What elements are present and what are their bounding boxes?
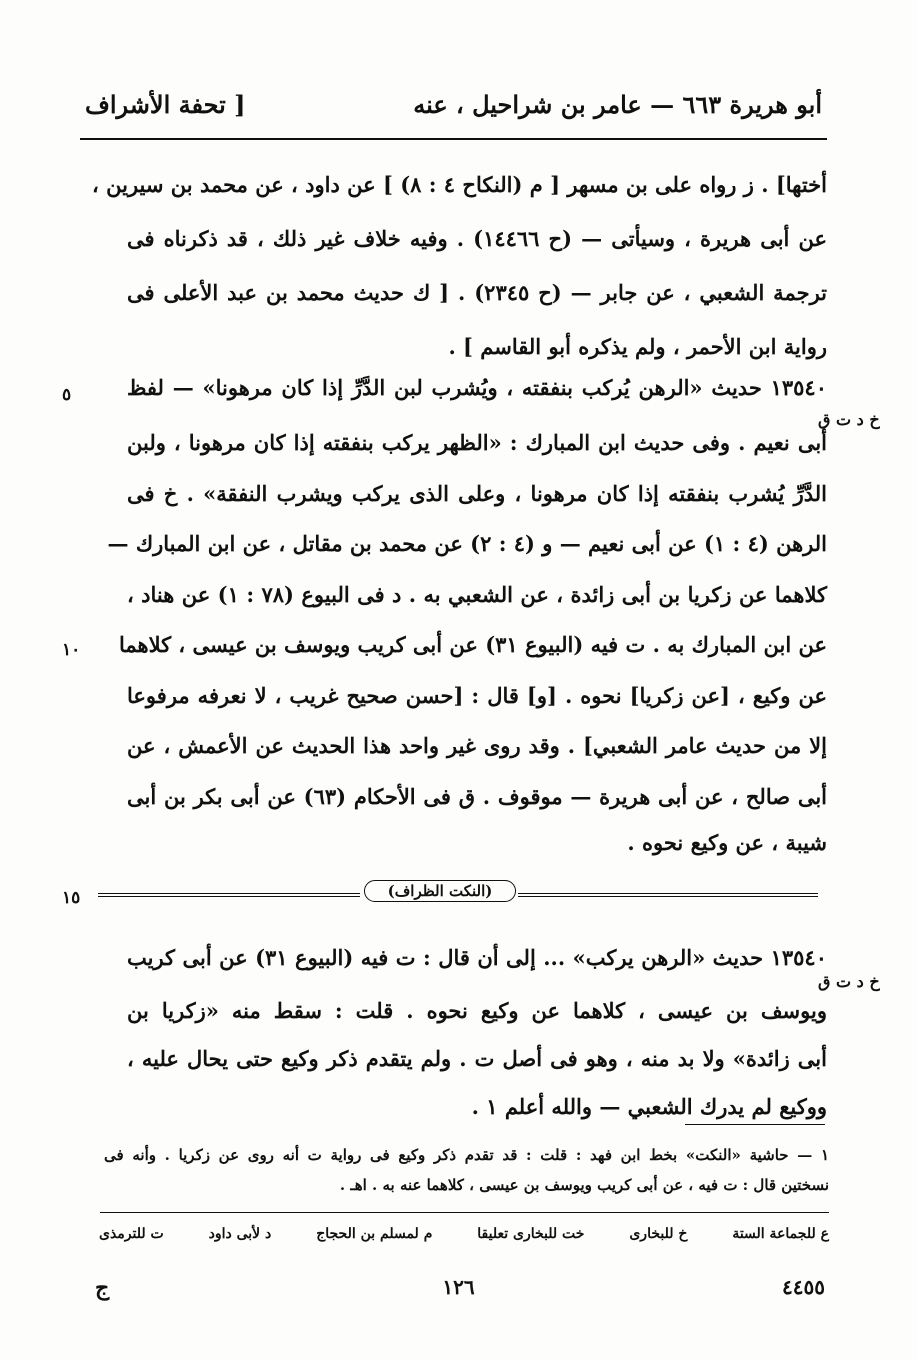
text-line: أبى نعيم . وفى حديث ابن المبارك : «الظهر يركب بنفقته إذا كان مرهونا ، ولبن (127, 430, 827, 455)
nukat-line: ويوسف بن عيسى ، كلاهما عن وكيع نحوه . قلت : سقط منه «زكريا بن (127, 998, 827, 1023)
divider-rule-right (518, 893, 818, 897)
header-rule (80, 138, 827, 140)
footnote-line: نسختين قال : ت فيه ، عن أبى كريب ويوسف بن عيسى ، كلاهما عنه به . اهـ . (339, 1176, 829, 1194)
reference-number: ٤٤٥٥ (782, 1275, 825, 1299)
text-line: الدَّرِّ يُشرب بنفقته إذا كان مرهونا ، وعلى الذى يركب ويشرب النفقة» . خ فى (127, 481, 827, 506)
signature-mark: ج (95, 1275, 110, 1301)
legend-item: ت للترمذى (99, 1226, 164, 1242)
text-line: الرهن (٤ : ١) عن أبى نعيم — و (٤ : ٢) عن محمد بن مقاتل ، عن ابن المبارك — (107, 531, 827, 556)
text-line: كلاهما عن زكريا بن أبى زائدة ، عن الشعبي به . د فى البيوع (٧٨ : ١) عن هناد ، (127, 582, 828, 607)
text-line: عن وكيع ، [عن زكريا] نحوه . [و] قال : [حسن صحيح غريب ، لا نعرفه مرفوعا (127, 683, 827, 708)
text-line: عن أبى هريرة ، وسيأتى — (ح ١٤٤٦٦) . وفيه خلاف غير ذلك ، قد ذكرناه فى (127, 226, 827, 251)
margin-sigla: خ د ت ق (818, 972, 880, 991)
text-line: إلا من حديث عامر الشعبي] . وقد روى غير واحد هذا الحديث عن الأعمش ، عن (127, 733, 827, 758)
text-line: رواية ابن الأحمر ، ولم يذكره أبو القاسم ] . (448, 334, 827, 359)
sigla-legend (99, 1226, 829, 1242)
text-line: ترجمة الشعبي ، عن جابر — (ح ٢٣٤٥) . [ ك حديث محمد بن عبد الأعلى فى (127, 280, 827, 305)
legend-item: م لمسلم بن الحجاج (316, 1226, 433, 1242)
divider-rule-left (98, 893, 360, 897)
text-line: شيبة ، عن وكيع نحوه . (627, 830, 827, 855)
nukat-heading-line: ١٣٥٤٠ حديث «الرهن يركب» ... إلى أن قال : ت فيه (البيوع ٣١) عن أبى كريب (127, 945, 827, 970)
margin-sigla: خ د ت ق (818, 410, 880, 429)
nukat-section-title: (النكت الظراف) (364, 880, 516, 902)
margin-line-number-5: ٥ (62, 385, 72, 405)
text-line: أبى صالح ، عن أبى هريرة — موقوف . ق فى الأحكام (٦٣) عن أبى بكر بن أبى (127, 784, 828, 809)
legend-rule (100, 1212, 829, 1213)
nukat-line: ووكيع لم يدرك الشعبي — والله أعلم ١ . (471, 1094, 827, 1119)
margin-line-number-15: ١٥ (62, 888, 81, 908)
running-header-book: [ تحفة الأشراف (85, 90, 246, 119)
hadith-13540-heading-line: ١٣٥٤٠ حديث «الرهن يُركب بنفقته ، ويُشرب لبن الدَّرِّ إذا كان مرهونا» — لفظ (127, 375, 827, 400)
legend-item: ع للجماعة الستة (732, 1226, 829, 1242)
margin-line-number-10: ١٠ (62, 640, 81, 660)
page-number: ١٢٦ (442, 1275, 475, 1299)
footnote-line: ١ — حاشية «النكت» بخط ابن فهد : قلت : قد تقدم ذكر وكيع فى رواية ت أنه روى عن زكريا . وأنه فى (104, 1146, 829, 1164)
footnote-rule (685, 1124, 825, 1125)
text-line: عن ابن المبارك به . ت فيه (البيوع ٣١) عن أبى كريب ويوسف بن عيسى ، كلاهما (118, 632, 827, 657)
legend-item: د لأبى داود (208, 1226, 272, 1242)
legend-item: خ للبخارى (629, 1226, 688, 1242)
nukat-line: أبى زائدة» ولا بد منه ، وهو فى أصل ت . ولم يتقدم ذكر وكيع حتى يحال عليه ، (127, 1046, 827, 1071)
running-header-title: أبو هريرة ٦٦٣ — عامر بن شراحيل ، عنه (413, 90, 822, 119)
legend-item: خت للبخارى تعليقا (477, 1226, 585, 1242)
text-line: أختها] . ز رواه على بن مسهر [ م (النكاح ٤ : ٨) ] عن داود ، عن محمد بن سيرين ، (92, 172, 827, 197)
